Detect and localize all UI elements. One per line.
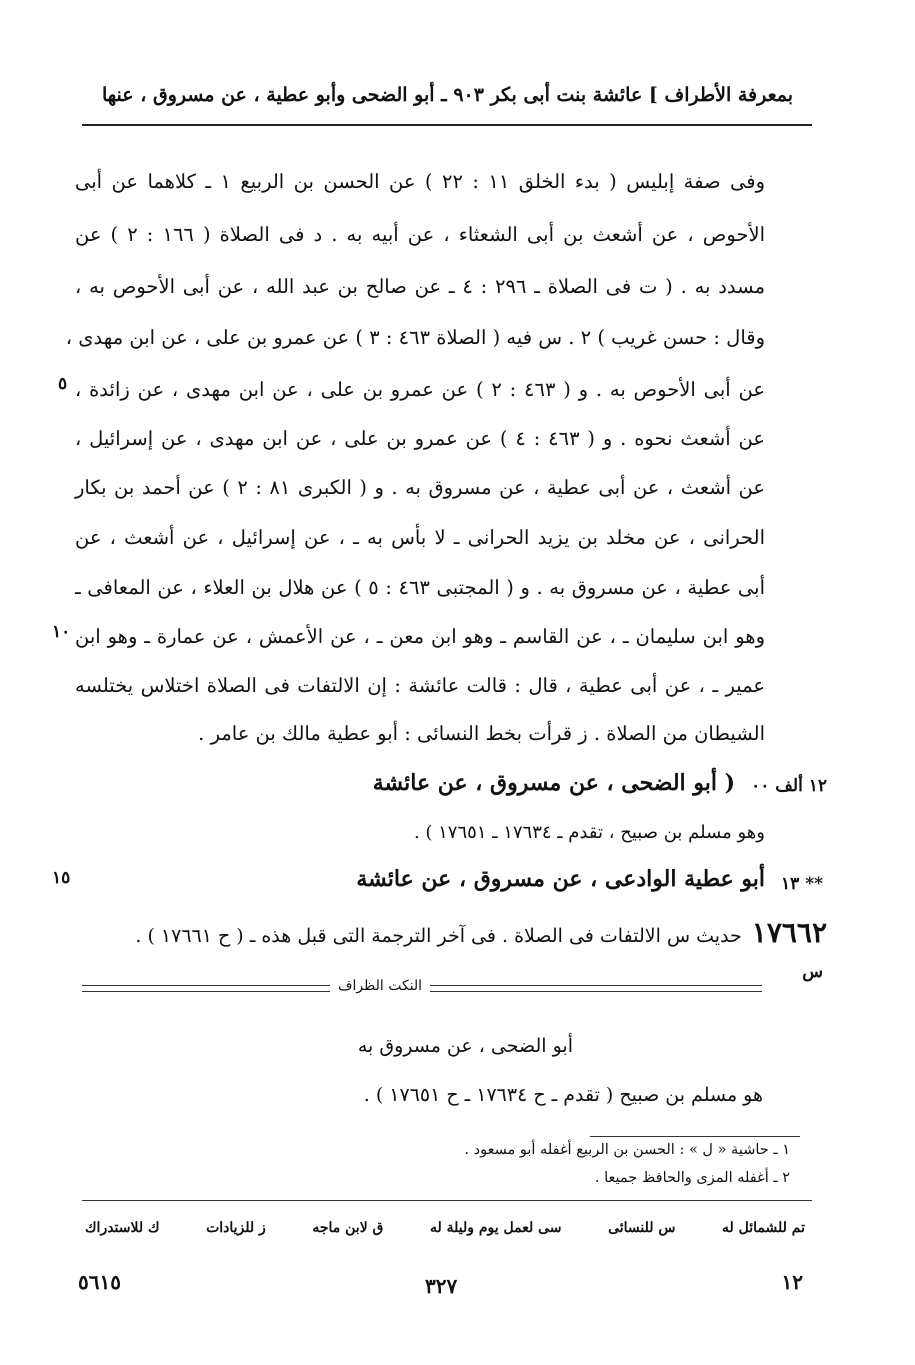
- body-line: الشيطان من الصلاة . ز قرأت بخط النسائى : أبو عطية مالك بن عامر .: [198, 722, 765, 745]
- body-line: الحرانى ، عن مخلد بن يزيد الحرانى ـ لا بأس به ـ ، عن إسرائيل ، عن أشعث ، عن: [75, 526, 765, 549]
- footnote-1: ١ ـ حاشية « ل » : الحسن بن الربيع أغفله أبو مسعود .: [464, 1142, 790, 1158]
- entry-title-13: أبو عطية الوادعى ، عن مسروق ، عن عائشة: [356, 866, 765, 892]
- hadith-number: ١٧٦٦٢: [751, 916, 827, 949]
- body-line: وقال : حسن غريب ) ٢ . س فيه ( الصلاة ٤٦٣ : ٣ ) عن عمرو بن على ، عن ابن مهدى ،: [65, 326, 765, 349]
- footer-hadith-number: ٥٦١٥: [78, 1270, 121, 1294]
- body-line: أبى عطية ، عن مسروق به . و ( المجتبى ٤٦٣ : ٥ ) عن هلال بن العلاء ، عن المعافى ـ: [75, 576, 766, 599]
- line-number-5: ٥: [58, 374, 68, 394]
- entry-marker-12: ١٢ ألف ٠٠: [751, 776, 827, 796]
- key-item: سى لعمل يوم وليلة له: [429, 1220, 562, 1236]
- key-item: تم للشمائل له: [722, 1220, 805, 1236]
- key-rule: [82, 1200, 812, 1201]
- running-header: بمعرفة الأطراف ] عائشة بنت أبى بكر ٩٠٣ ـ أبو الضحى وأبو عطية ، عن مسروق ، عنها: [101, 84, 794, 106]
- footnote-rule: [590, 1136, 800, 1137]
- body-line: الأحوص ، عن أشعث بن أبى الشعثاء ، عن أبيه به . د فى الصلاة ( ١٦٦ : ٢ ) عن: [75, 223, 766, 246]
- key-item: س للنسائى: [608, 1220, 676, 1236]
- key-item: ز للزيادات: [206, 1220, 266, 1236]
- body-line: عمير ـ ، عن أبى عطية ، قال : قالت عائشة : إن الالتفات فى الصلاة اختلاس يختلسه: [75, 674, 765, 697]
- abbreviation-key: [85, 1220, 805, 1236]
- nukat-line-2: هو مسلم بن صبيح ( تقدم ـ ح ١٧٦٣٤ ـ ح ١٧٦٥١ ) .: [363, 1084, 763, 1106]
- hadith-text: حديث س الالتفات فى الصلاة . فى آخر الترجمة التى قبل هذه ـ ( ح ١٧٦٦١ ) .: [135, 925, 742, 947]
- body-line: عن أبى الأحوص به . و ( ٤٦٣ : ٢ ) عن عمرو بن على ، عن ابن مهدى ، عن زائدة ،: [75, 378, 765, 401]
- hadith-side-mark: س: [802, 962, 823, 982]
- page-number: ٣٢٧: [425, 1274, 458, 1298]
- entry-title-12: ( أبو الضحى ، عن مسروق ، عن عائشة: [372, 770, 735, 796]
- entry-sub-12: وهو مسلم بن صبيح ، تقدم ـ ١٧٦٣٤ ـ ١٧٦٥١ ) .: [413, 822, 765, 843]
- line-number-15: ١٥: [52, 868, 71, 888]
- body-line: عن أشعث نحوه . و ( ٤٦٣ : ٤ ) عن عمرو بن على ، عن ابن مهدى ، عن إسرائيل ،: [75, 427, 766, 450]
- key-item: ك للاستدراك: [85, 1220, 160, 1236]
- header-rule: [82, 124, 812, 126]
- hadith-row: [92, 916, 827, 949]
- body-line: وفى صفة إبليس ( بدء الخلق ١١ : ٢٢ ) عن الحسن بن الربيع ١ ـ كلاهما عن أبى: [75, 170, 765, 193]
- footnote-2: ٢ ـ أغفله المزى والحافظ جميعا .: [594, 1170, 790, 1186]
- key-item: ق لابن ماجه: [312, 1220, 384, 1236]
- nukat-label: النكت الظراف: [330, 978, 430, 994]
- nukat-line-1: أبو الضحى ، عن مسروق به: [357, 1035, 573, 1057]
- footer-volume-number: ١٢: [781, 1270, 803, 1294]
- line-number-10: ١٠: [52, 622, 71, 642]
- body-line: عن أشعث ، عن أبى عطية ، عن مسروق به . و ( الكبرى ٨١ : ٢ ) عن أحمد بن بكار: [75, 476, 765, 499]
- body-line: مسدد به . ( ت فى الصلاة ـ ٢٩٦ : ٤ ـ عن صالح بن عبد الله ، عن أبى الأحوص به ،: [75, 275, 766, 298]
- entry-marker-13: ١٣ **: [781, 874, 823, 894]
- body-line: وهو ابن سليمان ـ ، عن القاسم ـ وهو ابن معن ـ ، عن الأعمش ، عن عمارة ـ وهو ابن: [75, 625, 765, 648]
